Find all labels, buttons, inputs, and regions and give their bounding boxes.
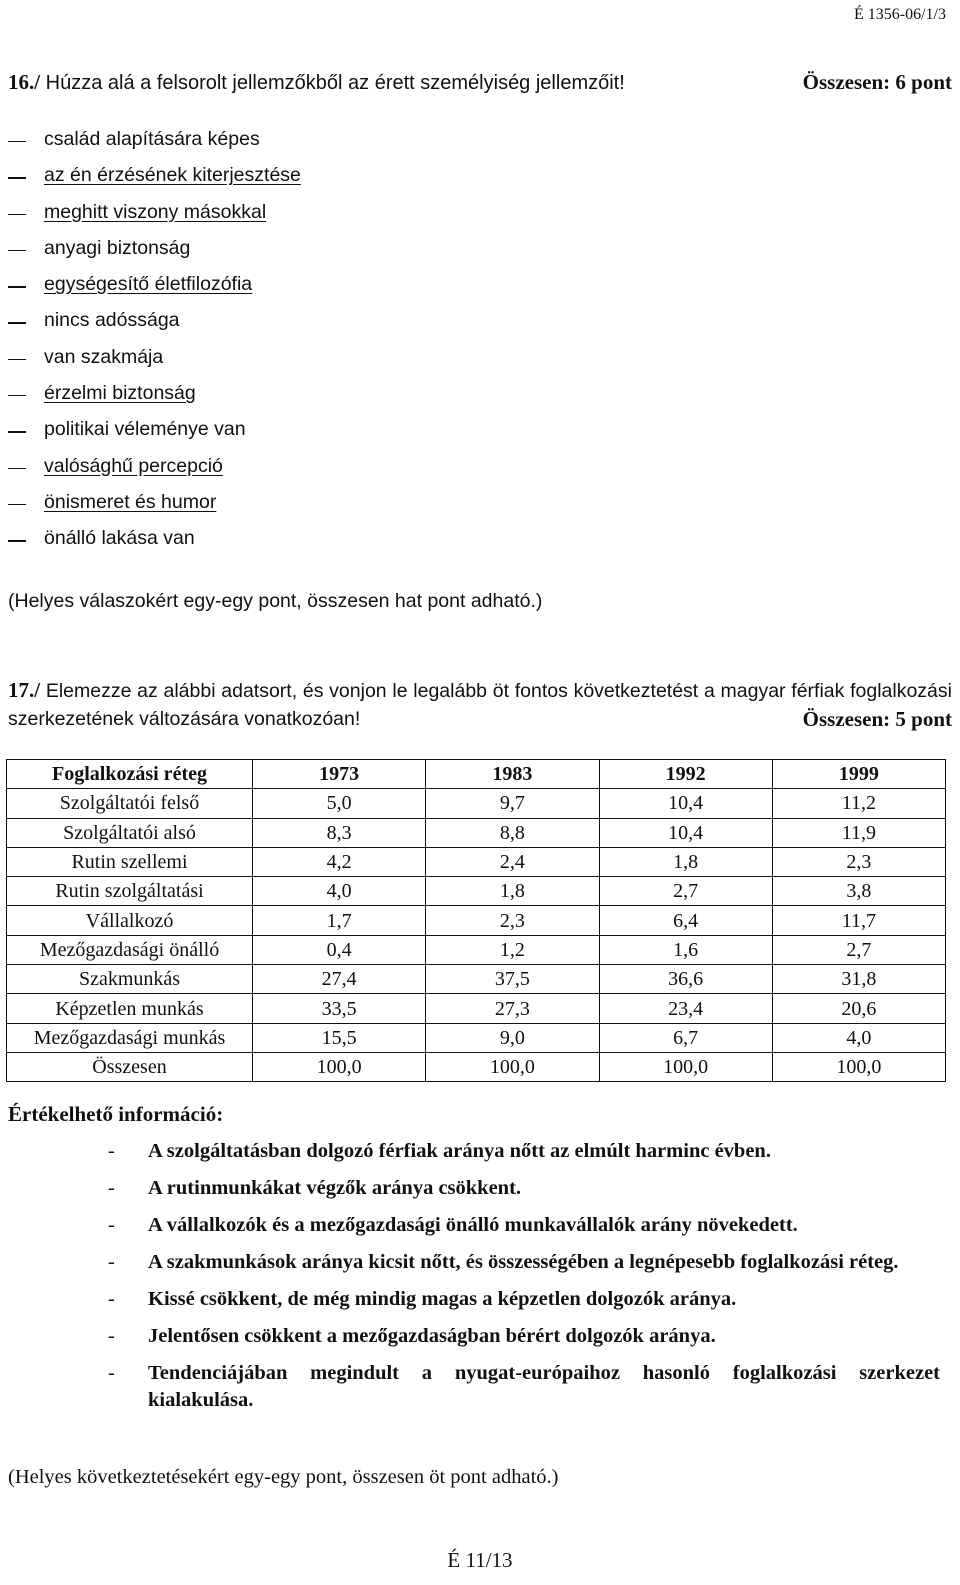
table-cell: 5,0: [253, 789, 426, 818]
table-row: [7, 847, 946, 876]
info-heading-text: Értékelhető információ:: [8, 1102, 224, 1126]
question-17-number: 17./: [8, 678, 41, 702]
info-heading: [8, 1102, 223, 1127]
table-cell: 11,7: [772, 906, 945, 935]
occupation-table: [6, 759, 946, 1082]
conclusion-text: Tendenciájában megindult a nyugat-európaihoz hasonló foglalkozási szerkezet kialakulása.: [148, 1362, 940, 1411]
table-cell: 9,7: [426, 789, 599, 818]
dash-marker: [8, 346, 28, 360]
option-item: [8, 273, 301, 309]
bullet-marker: -: [108, 1288, 115, 1310]
table-cell: Összesen: [7, 1052, 253, 1081]
dash-marker: [8, 309, 28, 323]
conclusion-text: A szolgáltatásban dolgozó férfiak aránya nőtt az elmúlt harminc évben.: [148, 1140, 771, 1162]
table-cell: 31,8: [772, 965, 945, 994]
table-cell: 20,6: [772, 994, 945, 1023]
conclusion-item: [108, 1323, 940, 1350]
table-header-cell: 1973: [253, 760, 426, 789]
table-cell: 1,7: [253, 906, 426, 935]
option-text-underlined: érzelmi biztonság: [44, 382, 196, 405]
dash-marker: [8, 418, 28, 432]
option-text: család alapítására képes: [44, 128, 260, 150]
table-cell: 100,0: [599, 1052, 772, 1081]
table-cell: Vállalkozó: [7, 906, 253, 935]
option-item: [8, 128, 301, 164]
bullet-marker: -: [108, 1214, 115, 1236]
document-id: É 1356-06/1/3: [854, 6, 946, 23]
option-item: [8, 309, 301, 345]
table-cell: 11,2: [772, 789, 945, 818]
page-number: É 11/13: [447, 1548, 513, 1572]
option-item: [8, 455, 301, 491]
table-row: [7, 994, 946, 1023]
option-text: van szakmája: [44, 345, 164, 368]
table-cell: 1,8: [599, 847, 772, 876]
conclusion-item: [108, 1212, 940, 1239]
dash-marker: [8, 491, 28, 505]
table-row: [7, 965, 946, 994]
question-17-prompt: [8, 676, 952, 733]
option-text: anyagi biztonság: [44, 236, 191, 259]
table-row: [7, 935, 946, 964]
table-cell: 3,8: [772, 877, 945, 906]
table-cell: 10,4: [599, 789, 772, 818]
bullet-marker: -: [108, 1140, 115, 1162]
conclusion-item: [108, 1286, 940, 1313]
dash-marker: [8, 128, 28, 142]
question-16-text: Húzza alá a felsorolt jellemzőkből az érett személyiség jellemzőit!: [40, 72, 625, 94]
dash-marker: [8, 237, 28, 251]
table-cell: 15,5: [253, 1023, 426, 1052]
dash-marker: [8, 164, 28, 178]
table-cell: Rutin szellemi: [7, 847, 253, 876]
table-cell: 2,3: [772, 847, 945, 876]
table-cell: Rutin szolgáltatási: [7, 877, 253, 906]
option-text-underlined: önismeret és humor: [44, 490, 217, 513]
dash-marker: [8, 382, 28, 396]
table-cell: 1,6: [599, 935, 772, 964]
option-text-underlined: egységesítő életfilozófia: [44, 273, 253, 296]
option-text: politikai véleménye van: [44, 418, 246, 441]
table-row: [7, 1023, 946, 1052]
table-cell: 33,5: [253, 994, 426, 1023]
question-17-note: (Helyes következtetésekért egy-egy pont, összesen öt pont adható.): [8, 1466, 559, 1488]
table-cell: 9,0: [426, 1023, 599, 1052]
table-cell: 100,0: [772, 1052, 945, 1081]
option-item: [8, 346, 301, 382]
conclusion-text: Jelentősen csökkent a mezőgazdaságban bérért dolgozók aránya.: [148, 1325, 716, 1347]
table-cell: 1,2: [426, 935, 599, 964]
question-16-header: [8, 70, 952, 95]
dash-marker: [8, 201, 28, 215]
option-text-underlined: valósághű percepció: [44, 454, 223, 477]
bullet-marker: -: [108, 1325, 115, 1347]
option-item: [8, 164, 301, 200]
option-item: [8, 491, 301, 527]
table-cell: 37,5: [426, 965, 599, 994]
table-cell: 1,8: [426, 877, 599, 906]
question-16-options: [8, 128, 301, 564]
option-item: [8, 201, 301, 237]
table-cell: Szolgáltatói alsó: [7, 818, 253, 847]
conclusion-item: [108, 1175, 940, 1202]
question-16-number: 16./: [8, 70, 41, 94]
table-row: [7, 877, 946, 906]
table-cell: 2,7: [772, 935, 945, 964]
question-17-points: Összesen: 5 pont: [802, 707, 952, 731]
question-16-prompt: [8, 70, 625, 95]
table-cell: 4,2: [253, 847, 426, 876]
table-cell: 6,4: [599, 906, 772, 935]
table-cell: 100,0: [253, 1052, 426, 1081]
table-cell: 11,9: [772, 818, 945, 847]
table-cell: 2,7: [599, 877, 772, 906]
table-row: [7, 906, 946, 935]
option-text-underlined: az én érzésének kiterjesztése: [44, 164, 301, 187]
option-item: [8, 237, 301, 273]
dash-marker: [8, 273, 28, 287]
table-cell: 10,4: [599, 818, 772, 847]
question-16-note: (Helyes válaszokért egy-egy pont, összesen hat pont adható.): [8, 590, 543, 612]
table-row: [7, 789, 946, 818]
option-item: [8, 418, 301, 454]
option-item: [8, 527, 301, 563]
table-cell: Szolgáltatói felső: [7, 789, 253, 818]
table-cell: Mezőgazdasági önálló: [7, 935, 253, 964]
conclusion-text: Kissé csökkent, de még mindig magas a képzetlen dolgozók aránya.: [148, 1288, 737, 1310]
table-cell: 23,4: [599, 994, 772, 1023]
conclusion-item: [108, 1138, 940, 1165]
option-text: önálló lakása van: [44, 527, 195, 550]
conclusion-text: A rutinmunkákat végzők aránya csökkent.: [148, 1177, 522, 1199]
table-cell: 0,4: [253, 935, 426, 964]
table-cell: 4,0: [253, 877, 426, 906]
option-text: nincs adóssága: [44, 309, 180, 332]
table-cell: 100,0: [426, 1052, 599, 1081]
conclusion-text: A vállalkozók és a mezőgazdasági önálló munkavállalók arány növekedett.: [148, 1214, 798, 1236]
table-header-cell: 1983: [426, 760, 599, 789]
table-cell: 6,7: [599, 1023, 772, 1052]
dash-marker: [8, 455, 28, 469]
table-total-row: [7, 1052, 946, 1081]
table-cell: Képzetlen munkás: [7, 994, 253, 1023]
table-header-cell: 1999: [772, 760, 945, 789]
table-cell: 8,3: [253, 818, 426, 847]
conclusion-list: [108, 1138, 940, 1424]
question-17-text: Elemezze az alábbi adatsort, és vonjon le legalább öt fontos következtetést a magyar férfiak foglalkozási szerkezetének változására vonatkozóan!: [8, 680, 952, 730]
option-item: [8, 382, 301, 418]
table-header-cell: 1992: [599, 760, 772, 789]
table-cell: 36,6: [599, 965, 772, 994]
table-cell: 2,3: [426, 906, 599, 935]
table-row: [7, 818, 946, 847]
table-cell: 27,4: [253, 965, 426, 994]
conclusion-text: A szakmunkások aránya kicsit nőtt, és összességében a legnépesebb foglalkozási réteg.: [148, 1251, 899, 1273]
bullet-marker: -: [108, 1251, 115, 1273]
table-header-row: [7, 760, 946, 789]
conclusion-item: [108, 1249, 940, 1276]
conclusion-item: [108, 1360, 940, 1414]
table-cell: Mezőgazdasági munkás: [7, 1023, 253, 1052]
dash-marker: [8, 527, 28, 541]
option-text-underlined: meghitt viszony másokkal: [44, 200, 267, 223]
bullet-marker: -: [108, 1362, 115, 1384]
table-cell: 4,0: [772, 1023, 945, 1052]
bullet-marker: -: [108, 1177, 115, 1199]
table-cell: 27,3: [426, 994, 599, 1023]
table-cell: 8,8: [426, 818, 599, 847]
table-cell: 2,4: [426, 847, 599, 876]
table-header-cell: Foglalkozási réteg: [7, 760, 253, 789]
table-cell: Szakmunkás: [7, 965, 253, 994]
question-16-points: Összesen: 6 pont: [802, 70, 952, 94]
